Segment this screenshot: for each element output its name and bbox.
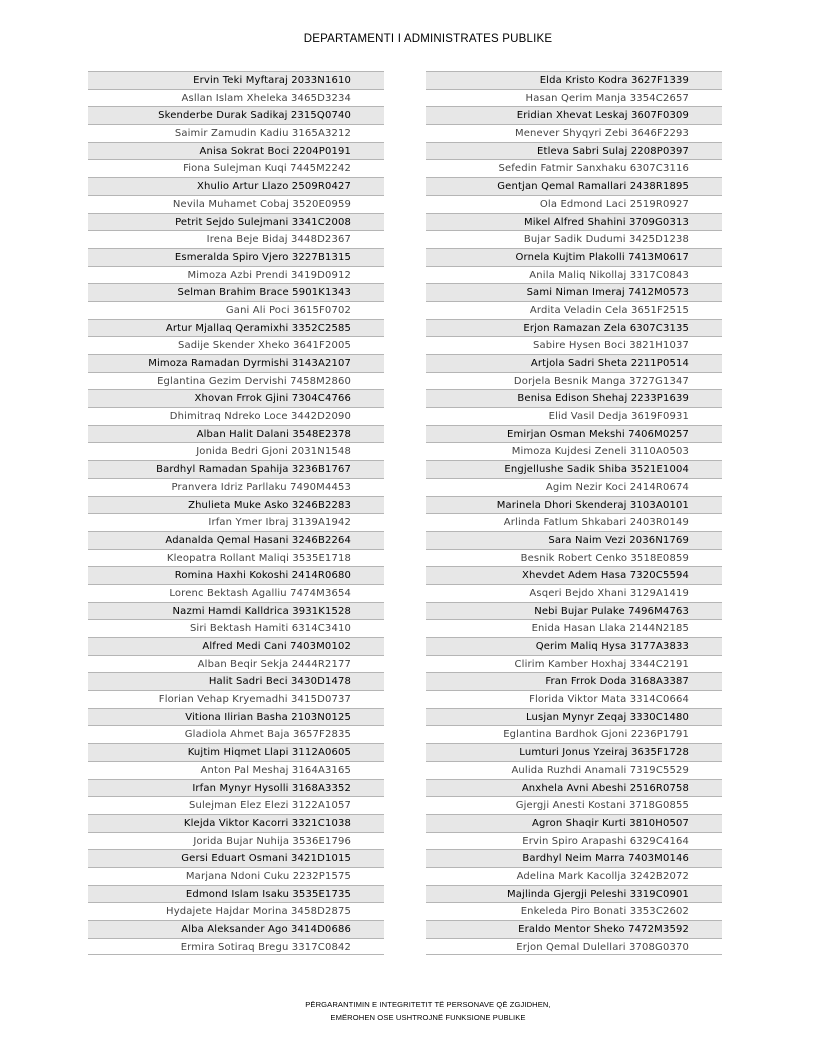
left-name-list — [88, 71, 384, 955]
list-item: Ermira Sotiraq Bregu 3317C0842 — [88, 938, 384, 956]
list-item: Arlinda Fatlum Shkabari 2403R0149 — [426, 513, 722, 531]
list-item: Engjellushe Sadik Shiba 3521E1004 — [426, 460, 722, 478]
list-item: Pranvera Idriz Parllaku 7490M4453 — [88, 478, 384, 496]
list-item: Irfan Ymer Ibraj 3139A1942 — [88, 513, 384, 531]
list-item: Marjana Ndoni Cuku 2232P1575 — [88, 867, 384, 885]
list-item: Dorjela Besnik Manga 3727G1347 — [426, 372, 722, 390]
list-item: Florian Vehap Kryemadhi 3415D0737 — [88, 690, 384, 708]
list-item: Adelina Mark Kacollja 3242B2072 — [426, 867, 722, 885]
list-item: Ervin Teki Myftaraj 2033N1610 — [88, 71, 384, 89]
list-item: Siri Bektash Hamiti 6314C3410 — [88, 619, 384, 637]
list-item: Vitiona Ilirian Basha 2103N0125 — [88, 708, 384, 726]
list-item: Ornela Kujtim Plakolli 7413M0617 — [426, 248, 722, 266]
list-item: Sadije Skender Xheko 3641F2005 — [88, 336, 384, 354]
list-item: Aulida Ruzhdi Anamali 7319C5529 — [426, 761, 722, 779]
list-item: Lumturi Jonus Yzeiraj 3635F1728 — [426, 743, 722, 761]
list-item: Gentjan Qemal Ramallari 2438R1895 — [426, 177, 722, 195]
list-item: Alban Beqir Sekja 2444R2177 — [88, 655, 384, 673]
list-item: Jorida Bujar Nuhija 3536E1796 — [88, 832, 384, 850]
list-item: Irena Beje Bidaj 3448D2367 — [88, 230, 384, 248]
list-item: Petrit Sejdo Sulejmani 3341C2008 — [88, 213, 384, 231]
list-item: Hydajete Hajdar Morina 3458D2875 — [88, 902, 384, 920]
list-item: Ardita Veladin Cela 3651F2515 — [426, 301, 722, 319]
list-item: Eglantina Bardhok Gjoni 2236P1791 — [426, 725, 722, 743]
list-item: Fran Frrok Doda 3168A3387 — [426, 672, 722, 690]
list-item: Nevila Muhamet Cobaj 3520E0959 — [88, 195, 384, 213]
list-item: Gersi Eduart Osmani 3421D1015 — [88, 849, 384, 867]
list-item: Marinela Dhori Skenderaj 3103A0101 — [426, 496, 722, 514]
list-item: Anila Maliq Nikollaj 3317C0843 — [426, 266, 722, 284]
list-item: Emirjan Osman Mekshi 7406M0257 — [426, 425, 722, 443]
list-item: Sabire Hysen Boci 3821H1037 — [426, 336, 722, 354]
list-item: Enkeleda Piro Bonati 3353C2602 — [426, 902, 722, 920]
list-item: Zhulieta Muke Asko 3246B2283 — [88, 496, 384, 514]
list-item: Florida Viktor Mata 3314C0664 — [426, 690, 722, 708]
list-item: Jonida Bedri Gjoni 2031N1548 — [88, 442, 384, 460]
footer-line-1: PËRGARANTIMIN E INTEGRITETIT TË PERSONAVE QË ZGJIDHEN, — [305, 1000, 551, 1009]
list-item: Nebi Bujar Pulake 7496M4763 — [426, 602, 722, 620]
list-item: Eridian Xhevat Leskaj 3607F0309 — [426, 106, 722, 124]
list-item: Besnik Robert Cenko 3518E0859 — [426, 549, 722, 567]
list-item: Selman Brahim Brace 5901K1343 — [88, 283, 384, 301]
list-item: Lorenc Bektash Agalliu 7474M3654 — [88, 584, 384, 602]
list-item: Eraldo Mentor Sheko 7472M3592 — [426, 920, 722, 938]
list-item: Xhevdet Adem Hasa 7320C5594 — [426, 566, 722, 584]
footer-line-2: EMËROHEN OSE USHTROJNË FUNKSIONE PUBLIKE — [330, 1013, 526, 1022]
list-item: Enida Hasan Llaka 2144N2185 — [426, 619, 722, 637]
list-item: Anxhela Avni Abeshi 2516R0758 — [426, 779, 722, 797]
list-item: Bardhyl Ramadan Spahija 3236B1767 — [88, 460, 384, 478]
list-item: Alba Aleksander Ago 3414D0686 — [88, 920, 384, 938]
list-item: Sefedin Fatmir Sanxhaku 6307C3116 — [426, 159, 722, 177]
list-item: Eglantina Gezim Dervishi 7458M2860 — [88, 372, 384, 390]
list-item: Nazmi Hamdi Kalldrica 3931K1528 — [88, 602, 384, 620]
list-item: Anisa Sokrat Boci 2204P0191 — [88, 142, 384, 160]
list-item: Gladiola Ahmet Baja 3657F2835 — [88, 725, 384, 743]
list-item: Lusjan Mynyr Zeqaj 3330C1480 — [426, 708, 722, 726]
list-item: Menever Shyqyri Zebi 3646F2293 — [426, 124, 722, 142]
list-item: Klejda Viktor Kacorri 3321C1038 — [88, 814, 384, 832]
list-item: Gjergji Anesti Kostani 3718G0855 — [426, 796, 722, 814]
list-item: Agron Shaqir Kurti 3810H0507 — [426, 814, 722, 832]
list-item: Mimoza Ramadan Dyrmishi 3143A2107 — [88, 354, 384, 372]
list-item: Artjola Sadri Sheta 2211P0514 — [426, 354, 722, 372]
list-item: Mikel Alfred Shahini 3709G0313 — [426, 213, 722, 231]
list-item: Sulejman Elez Elezi 3122A1057 — [88, 796, 384, 814]
list-item: Asllan Islam Xheleka 3465D3234 — [88, 89, 384, 107]
list-item: Benisa Edison Shehaj 2233P1639 — [426, 389, 722, 407]
list-item: Xhovan Frrok Gjini 7304C4766 — [88, 389, 384, 407]
list-item: Elid Vasil Dedja 3619F0931 — [426, 407, 722, 425]
list-item: Qerim Maliq Hysa 3177A3833 — [426, 637, 722, 655]
list-item: Hasan Qerim Manja 3354C2657 — [426, 89, 722, 107]
list-item: Gani Ali Poci 3615F0702 — [88, 301, 384, 319]
right-name-list — [426, 71, 722, 955]
list-item: Saimir Zamudin Kadiu 3165A3212 — [88, 124, 384, 142]
list-item: Romina Haxhi Kokoshi 2414R0680 — [88, 566, 384, 584]
list-item: Etleva Sabri Sulaj 2208P0397 — [426, 142, 722, 160]
list-item: Majlinda Gjergji Peleshi 3319C0901 — [426, 885, 722, 903]
list-item: Kujtim Hiqmet Llapi 3112A0605 — [88, 743, 384, 761]
list-item: Artur Mjallaq Qeramixhi 3352C2585 — [88, 319, 384, 337]
list-item: Bardhyl Neim Marra 7403M0146 — [426, 849, 722, 867]
list-item: Sami Niman Imeraj 7412M0573 — [426, 283, 722, 301]
list-item: Dhimitraq Ndreko Loce 3442D2090 — [88, 407, 384, 425]
list-item: Alban Halit Dalani 3548E2378 — [88, 425, 384, 443]
list-item: Alfred Medi Cani 7403M0102 — [88, 637, 384, 655]
list-item: Anton Pal Meshaj 3164A3165 — [88, 761, 384, 779]
list-item: Asqeri Bejdo Xhani 3129A1419 — [426, 584, 722, 602]
list-item: Edmond Islam Isaku 3535E1735 — [88, 885, 384, 903]
list-item: Esmeralda Spiro Vjero 3227B1315 — [88, 248, 384, 266]
list-item: Fiona Sulejman Kuqi 7445M2242 — [88, 159, 384, 177]
list-item: Clirim Kamber Hoxhaj 3344C2191 — [426, 655, 722, 673]
list-item: Erjon Qemal Dulellari 3708G0370 — [426, 938, 722, 956]
list-item: Adanalda Qemal Hasani 3246B2264 — [88, 531, 384, 549]
list-item: Ervin Spiro Arapashi 6329C4164 — [426, 832, 722, 850]
list-item: Ola Edmond Laci 2519R0927 — [426, 195, 722, 213]
list-item: Sara Naim Vezi 2036N1769 — [426, 531, 722, 549]
list-item: Mimoza Azbi Prendi 3419D0912 — [88, 266, 384, 284]
list-item: Xhulio Artur Llazo 2509R0427 — [88, 177, 384, 195]
list-item: Skenderbe Durak Sadikaj 2315Q0740 — [88, 106, 384, 124]
list-item: Irfan Mynyr Hysolli 3168A3352 — [88, 779, 384, 797]
list-item: Mimoza Kujdesi Zeneli 3110A0503 — [426, 442, 722, 460]
list-item: Halit Sadri Beci 3430D1478 — [88, 672, 384, 690]
page-title: DEPARTAMENTI I ADMINISTRATES PUBLIKE — [303, 33, 553, 45]
list-item: Kleopatra Rollant Maliqi 3535E1718 — [88, 549, 384, 567]
list-item: Bujar Sadik Dudumi 3425D1238 — [426, 230, 722, 248]
list-item: Erjon Ramazan Zela 6307C3135 — [426, 319, 722, 337]
page-footer — [0, 998, 816, 1024]
list-item: Elda Kristo Kodra 3627F1339 — [426, 71, 722, 89]
list-item: Agim Nezir Koci 2414R0674 — [426, 478, 722, 496]
